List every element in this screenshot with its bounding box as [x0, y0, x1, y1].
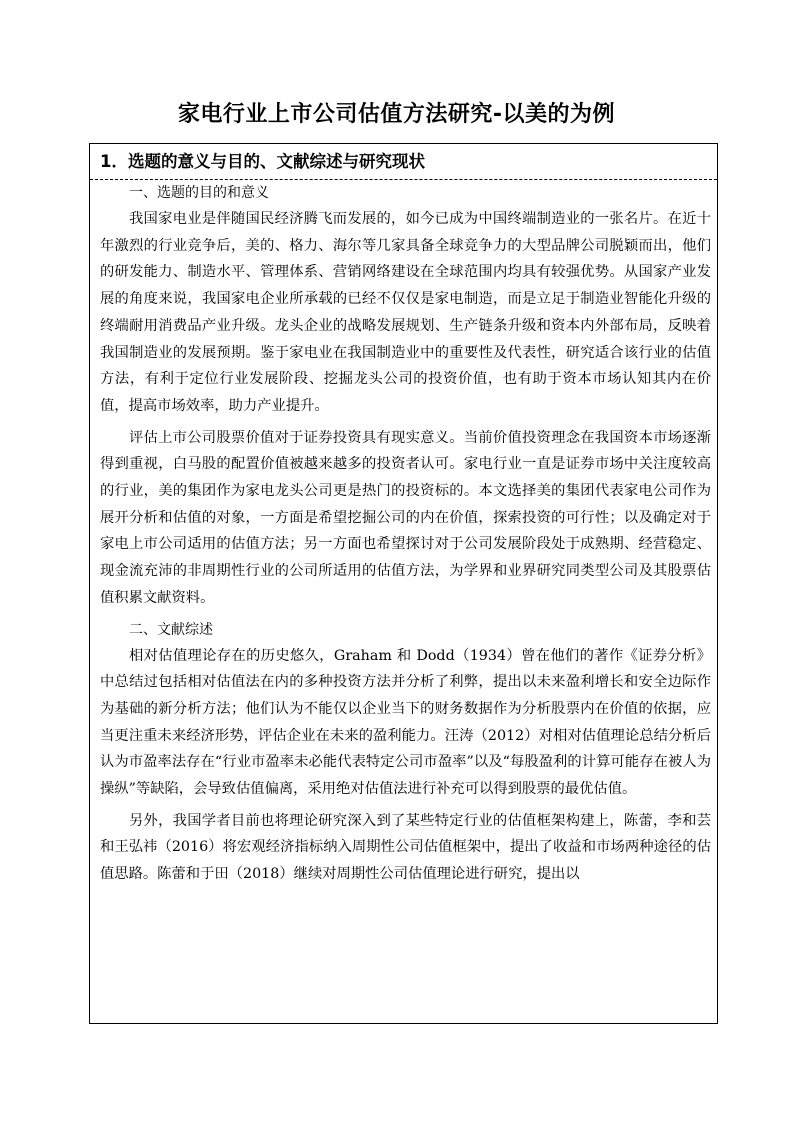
paragraph-relative-valuation-theory: 相对估值理论存在的历史悠久，Graham 和 Dodd（1934）曾在他们的著作《证券分析》中总结过包括相对估值法在内的多种投资方法并分析了利弊，提出以未来盈利增长和安全边际作为基础的新分析方法；他们认为不能仅以企业当下的财务数据作为分析股票内在价值的依据，应当更注重未来经济形势，评估企业在未来的盈利能力。汪涛（2012）对相对估值理论总结分析后认为市盈率法存在“行业市盈率未必能代表特定公司市盈率”以及“每股盈利的计算可能存在被人为操纵”等缺陷，会导致估值偏离，采用绝对估值法进行补充可以得到股票的最优估值。 [100, 647, 711, 798]
subheading-literature-review: 二、文献综述 [129, 621, 213, 638]
section-heading: 1．选题的意义与目的、文献综述与研究现状 [90, 144, 717, 180]
paragraph-valuation-significance: 评估上市公司股票价值对于证券投资具有现实意义。当前价值投资理念在我国资本市场逐渐得到重视，白马股的配置价值被越来越多的投资者认可。家电行业一直是证券市场中关注度较高的行业，美的集团作为家电龙头公司更是热门的投资标的。本文选择美的集团代表家电公司作为展开分析和估值的对象，一方面是希望挖掘公司的内在价值，探索投资的可行性；以及确定对于家电上市公司适用的估值方法；另一方面也希望探讨对于公司发展阶段处于成熟期、经营稳定、现金流充沛的非周期性行业的公司所适用的估值方法，为学界和业界研究同类型公司及其股票估值积累文献资料。 [100, 429, 711, 606]
paragraph-industry-specific-research: 另外，我国学者目前也将理论研究深入到了某些特定行业的估值框架构建上，陈蕾，李和芸和王弘祎（2016）将宏观经济指标纳入周期性公司估值框架中，提出了收益和市场两种途径的估值思路。陈蕾和于田（2018）继续对周期性公司估值理论进行研究，提出以 [100, 812, 711, 883]
subheading-purpose: 一、选题的目的和意义 [129, 185, 269, 201]
paragraph-industry-background: 我国家电业是伴随国民经济腾飞而发展的，如今已成为中国终端制造业的一张名片。在近十年激烈的行业竞争后，美的、格力、海尔等几家具备全球竞争力的大型品牌公司脱颖而出，他们的研发能力、制造水平、管理体系、营销网络建设在全球范围内均具有较强优势。从国家产业发展的角度来说，我国家电企业所承载的已经不仅仅是家电制造，而是立足于制造业智能化升级的终端耐用消费品产业升级。龙头企业的战略发展规划、生产链条升级和资本内外部布局，反映着我国制造业的发展预期。鉴于家电业在我国制造业中的重要性及代表性，研究适合该行业的估值方法，有利于定位行业发展阶段、挖掘龙头公司的投资价值，也有助于资本市场认知其内在价值，提高市场效率，助力产业提升。 [100, 211, 711, 414]
section-body [90, 180, 717, 888]
content-frame [89, 143, 718, 1024]
document-title: 家电行业上市公司估值方法研究-以美的为例 [177, 102, 616, 127]
